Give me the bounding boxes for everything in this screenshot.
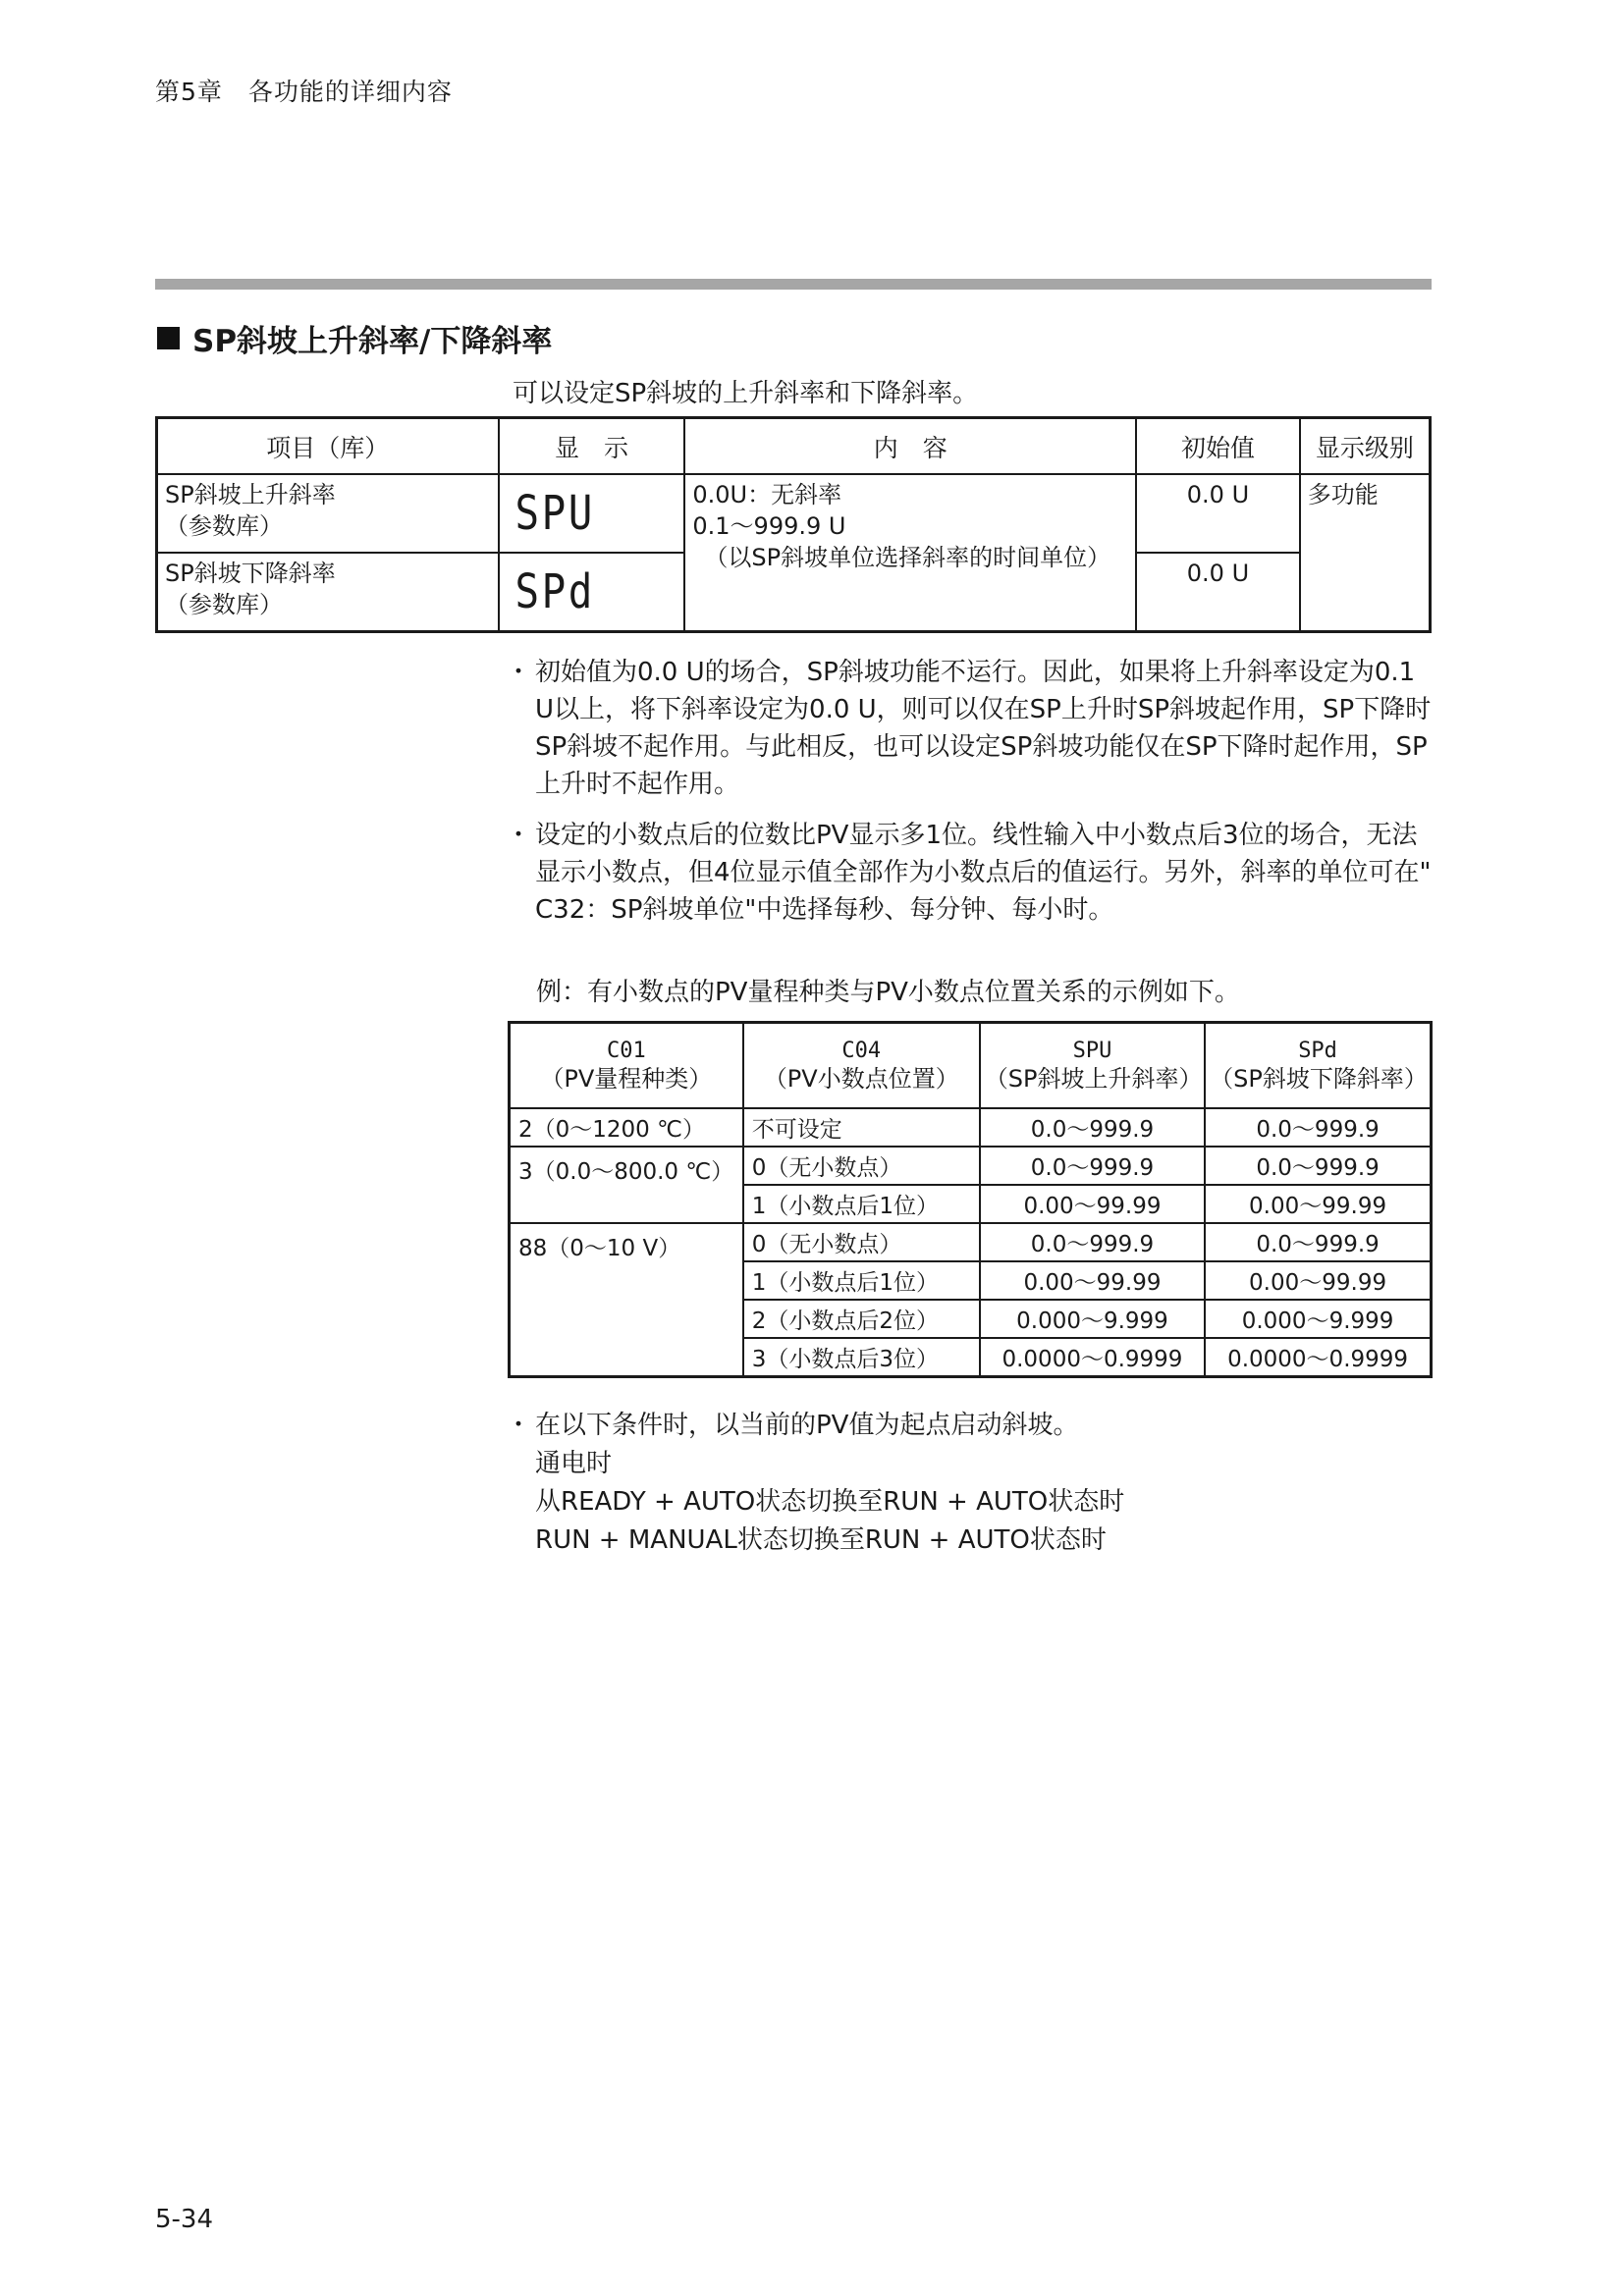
content-line: 0.0U：无斜率 (692, 481, 842, 508)
header-label: （SP斜坡上升斜率） (984, 1065, 1203, 1094)
note-text: 设定的小数点后的位数比PV显示多1位。线性输入中小数点后3位的场合，无法显示小数点，但4位显示值全部作为小数点后的值运行。另外，斜率的单位可在" C32：SP斜坡单位"中选择每秒、每分钟、每小时。 (535, 821, 1432, 925)
up-rate-cell: 0.00～99.99 (980, 1261, 1205, 1300)
table-row (510, 1223, 1432, 1261)
initial-value: 0.0 U (1136, 474, 1300, 553)
list-item (506, 654, 1438, 803)
list-item (506, 817, 1438, 929)
section-heading (157, 316, 552, 360)
bullet-dot-icon: ・ (506, 1411, 532, 1440)
down-rate-cell: 0.0～999.9 (1205, 1223, 1431, 1261)
header-code: SPU (1072, 1039, 1112, 1064)
parameter-table-header (157, 418, 1431, 475)
content-cell (684, 474, 1136, 632)
condition-item: RUN + MANUAL状态切换至RUN + AUTO状态时 (535, 1525, 1107, 1555)
condition-items (506, 1445, 1438, 1560)
list-item (506, 1407, 1438, 1445)
segment-display-spu: SPU (514, 486, 595, 541)
down-rate-cell: 0.00～99.99 (1205, 1185, 1431, 1223)
conditions-list (506, 1407, 1438, 1560)
condition-intro: 在以下条件时，以当前的PV值为起点启动斜坡。 (535, 1411, 1079, 1440)
content-line: （以SP斜坡单位选择斜率的时间单位） (704, 544, 1111, 571)
section-divider (155, 279, 1432, 290)
up-rate-cell: 0.0～999.9 (980, 1223, 1205, 1261)
parameter-table (155, 416, 1432, 633)
header-code: C01 (606, 1039, 646, 1064)
table-row (510, 1147, 1432, 1185)
page-number: 5-34 (155, 2205, 214, 2234)
dp-cell: 2（小数点后2位） (743, 1300, 980, 1338)
initial-value: 0.0 U (1136, 553, 1300, 632)
item-cell (157, 553, 499, 632)
table-row (157, 474, 1431, 553)
condition-item: 从READY + AUTO状态切换至RUN + AUTO状态时 (535, 1487, 1125, 1517)
display-cell (499, 553, 685, 632)
range-table-header (510, 1023, 1432, 1108)
range-cell: 2（0～1200 ℃） (510, 1108, 743, 1147)
example-caption: 例：有小数点的PV量程种类与PV小数点位置关系的示例如下。 (536, 978, 1240, 1007)
dp-cell: 0（无小数点） (743, 1147, 980, 1185)
down-rate-cell: 0.0000～0.9999 (1205, 1338, 1431, 1377)
section-title: SP斜坡上升斜率/下降斜率 (192, 324, 553, 359)
header-spu (980, 1023, 1205, 1108)
header-content: 内 容 (684, 418, 1136, 475)
dp-cell: 1（小数点后1位） (743, 1261, 980, 1300)
display-cell (499, 474, 685, 553)
header-level: 显示级别 (1300, 418, 1431, 475)
square-bullet-icon (157, 327, 180, 349)
note-text: 初始值为0.0 U的场合，SP斜坡功能不运行。因此，如果将上升斜率设定为0.1 U以上，将下斜率设定为0.0 U，则可以仅在SP上升时SP斜坡起作用，SP下降时SP斜坡不起作用。与此相反，也可以设定SP斜坡功能仅在SP下降时起作用，SP上升时不起作用。 (535, 658, 1432, 799)
dp-cell: 0（无小数点） (743, 1223, 980, 1261)
segment-display-spd: SPd (514, 564, 595, 619)
condition-item: 通电时 (535, 1449, 613, 1478)
range-cell: 3（0.0～800.0 ℃） (510, 1147, 743, 1223)
range-table (508, 1021, 1433, 1378)
header-item: 项目（库） (157, 418, 499, 475)
item-bank: （参数库） (165, 591, 283, 618)
down-rate-cell: 0.0～999.9 (1205, 1108, 1431, 1147)
header-spd (1205, 1023, 1431, 1108)
up-rate-cell: 0.000～9.999 (980, 1300, 1205, 1338)
header-label: （PV量程种类） (540, 1065, 713, 1094)
header-initial: 初始值 (1136, 418, 1300, 475)
chapter-header: 第5章 各功能的详细内容 (155, 78, 453, 106)
notes-list (506, 654, 1438, 942)
header-label: （PV小数点位置） (763, 1065, 959, 1094)
item-name: SP斜坡下降斜率 (165, 560, 336, 587)
header-display: 显 示 (499, 418, 685, 475)
up-rate-cell: 0.0～999.9 (980, 1108, 1205, 1147)
bullet-dot-icon: ・ (506, 658, 532, 687)
header-c01 (510, 1023, 743, 1108)
header-code: C04 (841, 1039, 882, 1064)
header-c04 (743, 1023, 980, 1108)
dp-cell: 3（小数点后3位） (743, 1338, 980, 1377)
down-rate-cell: 0.0～999.9 (1205, 1147, 1431, 1185)
down-rate-cell: 0.00～99.99 (1205, 1261, 1431, 1300)
up-rate-cell: 0.0～999.9 (980, 1147, 1205, 1185)
item-name: SP斜坡上升斜率 (165, 481, 336, 508)
range-cell: 88（0～10 V） (510, 1223, 743, 1377)
dp-cell: 不可设定 (743, 1108, 980, 1147)
dp-cell: 1（小数点后1位） (743, 1185, 980, 1223)
up-rate-cell: 0.0000～0.9999 (980, 1338, 1205, 1377)
item-cell (157, 474, 499, 553)
display-level: 多功能 (1300, 474, 1431, 632)
header-code: SPd (1298, 1039, 1337, 1064)
content-line: 0.1～999.9 U (692, 512, 846, 540)
item-bank: （参数库） (165, 512, 283, 540)
bullet-dot-icon: ・ (506, 821, 532, 850)
section-intro: 可以设定SP斜坡的上升斜率和下降斜率。 (513, 379, 979, 408)
up-rate-cell: 0.00～99.99 (980, 1185, 1205, 1223)
header-label: （SP斜坡下降斜率） (1210, 1065, 1428, 1094)
down-rate-cell: 0.000～9.999 (1205, 1300, 1431, 1338)
table-row (510, 1108, 1432, 1147)
